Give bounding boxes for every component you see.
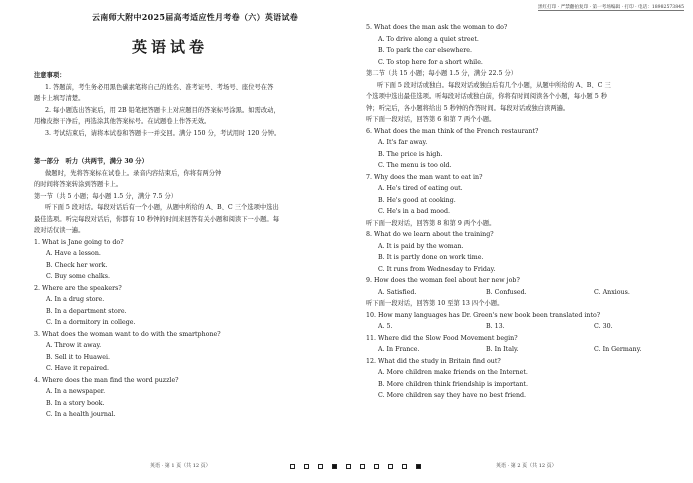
page-footer: 英语 · 第 2 页（共 12 页） bbox=[496, 463, 557, 469]
left-page bbox=[0, 0, 346, 483]
exam-header-title: 云南师大附中2025届高考适应性月考卷（六）英语试卷 bbox=[92, 12, 299, 22]
right-content bbox=[366, 22, 686, 402]
option: C. The menu is too old. bbox=[378, 162, 452, 169]
question-11: 11. Where did the Slow Food Movement begin? bbox=[366, 334, 518, 342]
question-7: 7. Why does the man want to eat in? bbox=[366, 173, 483, 181]
option: C. Anxious. bbox=[594, 288, 630, 296]
option: A. More children make friends on the Internet. bbox=[378, 369, 528, 376]
note-line: 1. 答题前，考生务必用黑色碳素笔将自己的姓名、准考证号、考场号、座位号在答 bbox=[45, 83, 274, 91]
option: C. In Germany. bbox=[594, 346, 642, 353]
square-mark-filled bbox=[332, 464, 337, 469]
option: B. 13. bbox=[486, 323, 505, 330]
question-10: 10. How many languages has Dr. Green's new book been translated into? bbox=[366, 311, 601, 319]
option: C. It runs from Wednesday to Friday. bbox=[378, 265, 496, 273]
section1-heading: 第一节（共 5 小题；每小题 1.5 分，满分 7.5 分） bbox=[34, 192, 178, 200]
option: A. 5. bbox=[378, 323, 393, 330]
print-header: 黑红打印 · 严禁翻拍复印 · 第一考场编辑 · 打印 · 电话：18982573845 bbox=[537, 5, 684, 10]
question-12: 12. What did the study in Britain find out? bbox=[366, 357, 501, 365]
question-1: 1. What is Jane going to do? bbox=[34, 238, 124, 246]
option: C. Have it repaired. bbox=[46, 365, 109, 372]
section1-desc-line: 段对话仅读一遍。 bbox=[34, 227, 85, 234]
square-mark bbox=[318, 464, 323, 469]
option: A. In France. bbox=[378, 346, 420, 353]
listen-instruction: 听下面一段对话，回答第 6 和第 7 两个小题。 bbox=[366, 116, 496, 123]
notes-block bbox=[34, 70, 334, 139]
option: B. Confused. bbox=[486, 288, 527, 296]
part1-heading: 第一部分 听力（共两节，满分 30 分） bbox=[34, 158, 148, 165]
page-footer: 英语 · 第 1 页（共 12 页） bbox=[150, 463, 211, 469]
option: A. Throw it away. bbox=[46, 342, 102, 349]
option: B. In a department store. bbox=[46, 307, 127, 315]
option: C. Buy some chalks. bbox=[46, 273, 110, 280]
part1-desc-line: 的时间将答案转涂到答题卡上。 bbox=[34, 181, 123, 188]
note-line: 题卡上填写清楚。 bbox=[34, 95, 85, 102]
note-line: 2. 每小题选出答案后，用 2B 铅笔把答题卡上对应题目的答案标号涂黑。如需改动， bbox=[45, 106, 280, 114]
option: B. In Italy. bbox=[486, 346, 519, 353]
option: C. He's in a bad mood. bbox=[378, 208, 451, 215]
section2-desc-line: 听下面 5 段对话或独白。每段对话或独白后有几个小题，从题中所给的 A、B、C 三 bbox=[377, 81, 611, 89]
section2-desc-line: 钟；听完后，各小题将给出 5 秒钟的作答时间。每段对话或独白读两遍。 bbox=[366, 104, 570, 112]
option: C. In a dormitory in college. bbox=[46, 319, 136, 326]
part1-desc-line: 做题时，先将答案标在试卷上。录音内容结束后，你将有两分钟 bbox=[45, 169, 222, 177]
question-3: 3. What does the woman want to do with the smartphone? bbox=[34, 330, 221, 338]
listen-instruction: 听下面一段对话，回答第 8 和第 9 两个小题。 bbox=[366, 219, 496, 227]
options-row bbox=[366, 321, 686, 333]
option: C. To stop here for a short while. bbox=[378, 58, 483, 66]
option: B. Check her work. bbox=[46, 261, 108, 269]
option: C. In a health journal. bbox=[46, 411, 116, 418]
option: A. It is paid by the woman. bbox=[378, 242, 464, 250]
note-line: 3. 考试结束后，请将本试卷和答题卡一并交回。满分 150 分，考试用时 120 分钟。 bbox=[45, 129, 281, 137]
square-mark bbox=[290, 464, 295, 469]
part1-block bbox=[34, 156, 334, 421]
note-line: 用橡皮擦干净后，再选涂其他答案标号。在试题卷上作答无效。 bbox=[34, 118, 211, 125]
question-2: 2. Where are the speakers? bbox=[34, 284, 122, 292]
option: C. 30. bbox=[594, 323, 613, 330]
options-row bbox=[366, 344, 686, 356]
section1-desc-line: 听下面 5 段对话。每段对话后有一个小题，从题中所给的 A、B、C 三个选项中选出 bbox=[45, 204, 279, 211]
option: B. It is partly done on work time. bbox=[378, 254, 484, 261]
right-page bbox=[346, 0, 692, 483]
question-8: 8. What do we learn about the training? bbox=[366, 231, 494, 238]
page-title: 英语试卷 bbox=[132, 38, 209, 56]
option: A. He's tired of eating out. bbox=[378, 185, 463, 192]
section2-heading: 第二节（共 15 小题；每小题 1.5 分，满分 22.5 分） bbox=[366, 70, 518, 77]
option: A. Satisfied. bbox=[378, 288, 417, 296]
section2-desc-line: 个选项中选出最佳选项。听每段对话或独白前，你将有时间阅读各个小题，每小题 5 秒 bbox=[366, 93, 607, 100]
notes-heading: 注意事项： bbox=[34, 72, 66, 79]
options-row bbox=[366, 287, 686, 299]
option: B. Sell it to Huawei. bbox=[46, 353, 111, 361]
option: B. More children think friendship is important. bbox=[378, 380, 528, 388]
listen-instruction: 听下面一段对话，回答第 10 至第 13 四个小题。 bbox=[366, 300, 504, 307]
question-5: 5. What does the man ask the woman to do? bbox=[366, 24, 508, 31]
question-4: 4. Where does the man find the word puzzle? bbox=[34, 376, 179, 384]
option: A. Have a lesson. bbox=[46, 250, 101, 257]
question-6: 6. What does the man think of the French restaurant? bbox=[366, 127, 539, 135]
section1-desc-line: 最佳选项。听完每段对话后，你都有 10 秒钟的时间来回答有关小题和阅读下一小题。每 bbox=[34, 215, 280, 223]
option: B. To park the car elsewhere. bbox=[378, 47, 472, 54]
option: A. In a newspaper. bbox=[46, 388, 106, 395]
option: B. In a story book. bbox=[46, 399, 105, 407]
option: A. To drive along a quiet street. bbox=[378, 35, 479, 43]
option: A. In a drug store. bbox=[46, 296, 105, 303]
option: B. He's good at cooking. bbox=[378, 196, 456, 204]
square-mark bbox=[304, 464, 309, 469]
option: B. The price is high. bbox=[378, 150, 443, 158]
option: C. More children say they have no best friend. bbox=[378, 392, 527, 399]
option: A. It's far away. bbox=[378, 139, 428, 146]
question-9: 9. How does the woman feel about her new job? bbox=[366, 277, 520, 284]
